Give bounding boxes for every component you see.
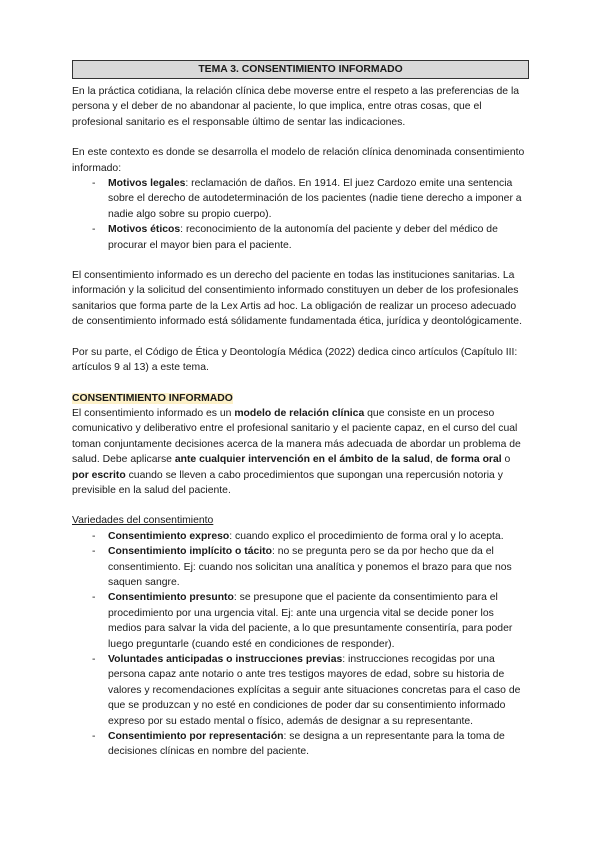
intro-paragraph-4: Por su parte, el Código de Ética y Deontología Médica (2022) dedica cinco artículos (Capítulo III: artículos 9 al 13) a este tema. [72,346,518,374]
intro-paragraph-2: En este contexto es donde se desarrolla el modelo de relación clínica denominada consentimiento informado: [72,147,525,174]
list-item [72,222,529,253]
motive-term: Motivos legales [108,178,186,190]
variety-term: Consentimiento implícito o tácito [108,546,272,558]
varieties-heading: Variedades del consentimiento [72,515,214,527]
intro-paragraph-1: En la práctica cotidiana, la relación clínica debe moverse entre el respeto a las preferencias de la persona y el deber de no abandonar al paciente, lo que implica, entre otras cosas, que el profesional sanitario es el responsable último de sentar las indicaciones. [72,86,520,128]
motive-text: : reconocimiento de la autonomía del paciente y deber del médico de procurar el mayor bien para el paciente. [108,224,498,251]
section-heading: CONSENTIMIENTO INFORMADO [72,392,233,404]
variety-term: Consentimiento expreso [108,530,230,542]
def-bold: por escrito [72,469,126,481]
variety-text: : cuando explico el procedimiento de forma oral y lo acepta. [229,530,504,542]
def-text: , [430,454,436,466]
spacer [72,253,529,268]
intro-paragraph-3: El consentimiento informado es un derecho del paciente en todas las instituciones sanitarias. La información y la solicitud del consentimiento informado constituyen un deber de los profesionales sanitarios que forma parte de la Lex Artis ad hoc. La obligación de realizar un proceso adecuado de consentimiento informado está sólidamente fundamentada ética, jurídica y deontológicamente. [72,270,522,328]
spacer [72,376,529,391]
list-item [72,176,529,222]
variety-text: : se designa a un representante para la toma de decisiones clínicas en nombre del paciente. [108,731,505,758]
def-text: El consentimiento informado es un [72,407,235,419]
def-bold: de forma oral [435,454,502,466]
variety-text: : no se pregunta pero se da por hecho que da el consentimiento. Ej: cuando nos solicitan una analítica y ponemos el brazo para que nos saquen sangre. [108,546,512,588]
list-item [72,529,529,544]
variety-term: Consentimiento presunto [108,592,234,604]
list-item [72,544,529,590]
def-text: cuando se lleven a cabo procedimientos que supongan una repercusión notoria y previsible en la salud del paciente. [72,469,503,496]
def-bold: ante cualquier intervención en el ámbito de la salud [174,454,431,466]
varieties-list [72,529,529,760]
motive-term: Motivos éticos [108,224,181,236]
definition-paragraph [72,406,529,498]
motives-list [72,176,529,253]
list-item [72,590,529,652]
variety-term: Consentimiento por representación [108,731,284,743]
list-item [72,652,529,729]
document-page [72,60,529,760]
varieties-heading-wrap [72,513,529,528]
spacer [72,130,529,145]
section-heading-wrap [72,391,529,406]
spacer [72,330,529,345]
def-text: o [501,454,511,466]
list-item [72,729,529,760]
spacer [72,498,529,513]
def-text: que consiste en un proceso comunicativo y deliberativo entre el profesional sanitario y el paciente capaz, en el curso del cual toman conjuntamente decisiones acerca de la manera más adecuada de abordar un problema de salud. Debe aplicarse [72,407,521,466]
def-bold: modelo de relación clínica [234,407,365,419]
document-title: TEMA 3. CONSENTIMIENTO INFORMADO [72,60,529,79]
variety-term: Voluntades anticipadas o instrucciones previas [108,654,343,665]
motive-text: : reclamación de daños. En 1914. El juez Cardozo emite una sentencia sobre el derecho de autodeterminación de los pacientes (nadie tiene derecho a imponer a nadie algo sobre su propio cuerpo). [108,178,522,220]
variety-text: : instrucciones recogidas por una persona capaz ante notario o ante tres testigos mayores de edad, sobre su historia de valores y recomendaciones explícitas a seguir ante situaciones concretas para el caso de que se produzcan y no esté en condiciones de poder dar su consentimiento informado expreso por su estado mental o físico, además de designar a su representante. [108,654,521,727]
variety-text: : se presupone que el paciente da consentimiento para el procedimiento por una urgencia vital. Ej: ante una urgencia vital se decide poner los medios para salvar la vida del paciente, a lo que presuntamente consentiría, para poder luego preguntarle (cuando esté en condiciones de responder). [108,592,513,650]
